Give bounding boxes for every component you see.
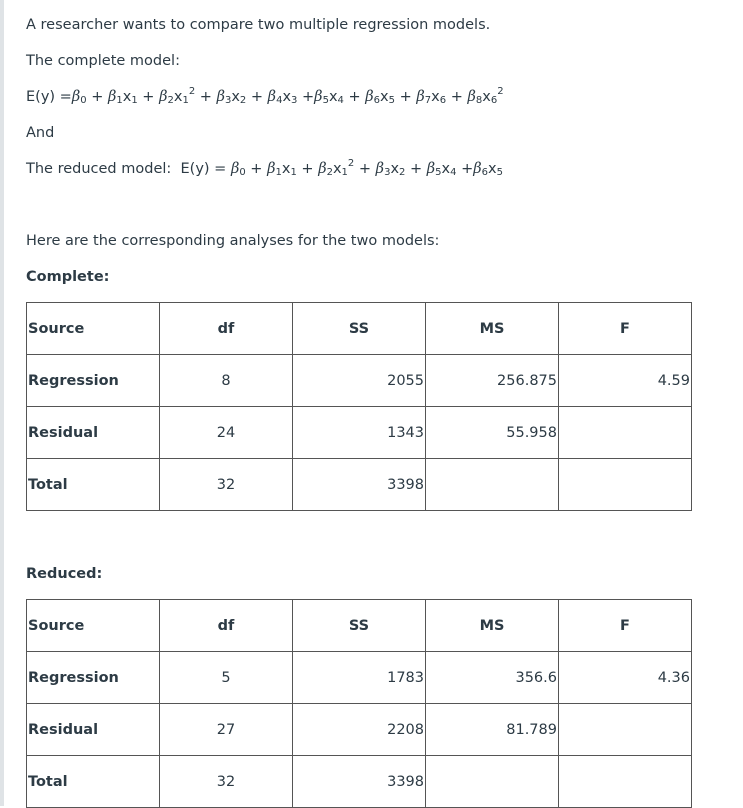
cell-f xyxy=(559,756,692,808)
beta-subscript: 1 xyxy=(275,167,282,178)
reduced-model-lhs: E(y) = xyxy=(180,161,231,177)
header-df: df xyxy=(160,600,293,652)
left-border xyxy=(0,0,4,806)
beta-symbol: β xyxy=(216,89,225,105)
beta-symbol: β xyxy=(107,89,117,105)
beta-symbol: β xyxy=(314,89,323,105)
cell-df: 8 xyxy=(160,355,293,407)
beta-subscript: 4 xyxy=(276,95,283,106)
equation-term xyxy=(314,89,365,105)
equation-term xyxy=(416,89,467,105)
operator: + xyxy=(456,161,474,177)
table-row xyxy=(27,459,692,511)
header-ss: SS xyxy=(293,600,426,652)
and-text: And xyxy=(26,125,55,141)
beta-symbol: β xyxy=(416,89,425,105)
operator: + xyxy=(343,89,366,105)
variable: x xyxy=(488,161,497,177)
variable-subscript: 6 xyxy=(490,95,498,106)
variable-subscript: 2 xyxy=(239,95,247,106)
beta-symbol: β xyxy=(230,161,240,177)
table-row xyxy=(27,756,692,808)
cell-source: Residual xyxy=(27,704,160,756)
variable-subscript: 1 xyxy=(290,167,297,178)
reduced-heading: Reduced: xyxy=(26,566,103,582)
beta-subscript: 6 xyxy=(373,95,381,106)
cell-ss: 1783 xyxy=(293,652,426,704)
table-header-row xyxy=(27,600,692,652)
table-header-row xyxy=(27,303,692,355)
operator: + xyxy=(195,89,217,105)
operator: + xyxy=(354,161,376,177)
variable: x xyxy=(441,161,451,177)
variable-exponent: 2 xyxy=(497,86,504,97)
variable-subscript: 2 xyxy=(399,167,406,178)
beta-symbol: β xyxy=(473,161,482,177)
table-row xyxy=(27,652,692,704)
equation-term xyxy=(231,161,267,177)
beta-subscript: 2 xyxy=(326,167,333,178)
beta-subscript: 0 xyxy=(80,95,87,106)
beta-symbol: β xyxy=(159,89,168,105)
operator: + xyxy=(245,161,268,177)
operator: + xyxy=(137,89,160,105)
variable: x xyxy=(328,89,338,105)
header-df: df xyxy=(160,303,293,355)
beta-symbol: β xyxy=(426,161,436,177)
variable-subscript: 6 xyxy=(439,95,447,106)
cell-df: 32 xyxy=(160,459,293,511)
complete-heading: Complete: xyxy=(26,269,110,285)
cell-source: Regression xyxy=(27,355,160,407)
header-f: F xyxy=(559,600,692,652)
variable-subscript: 4 xyxy=(337,95,344,106)
variable-subscript: 3 xyxy=(291,95,298,106)
reduced-model-label: The reduced model: xyxy=(26,161,181,177)
cell-source: Regression xyxy=(27,652,160,704)
cell-ss: 2055 xyxy=(293,355,426,407)
cell-source: Total xyxy=(27,459,160,511)
cell-ms xyxy=(426,756,559,808)
cell-f xyxy=(559,459,692,511)
reduced-anova-table xyxy=(26,599,692,808)
beta-symbol: β xyxy=(375,161,385,177)
equation-term xyxy=(427,161,474,177)
equation-term xyxy=(72,89,108,105)
cell-ms: 356.6 xyxy=(426,652,559,704)
cell-ss: 3398 xyxy=(293,459,426,511)
beta-symbol: β xyxy=(267,161,276,177)
cell-source: Residual xyxy=(27,407,160,459)
cell-ss: 3398 xyxy=(293,756,426,808)
cell-ms: 81.789 xyxy=(426,704,559,756)
variable: x xyxy=(332,161,342,177)
cell-df: 24 xyxy=(160,407,293,459)
variable-subscript: 5 xyxy=(388,95,396,106)
variable: x xyxy=(431,89,440,105)
header-ms: MS xyxy=(426,600,559,652)
cell-f xyxy=(559,407,692,459)
cell-f xyxy=(559,704,692,756)
complete-model-equation xyxy=(26,86,504,106)
cell-source: Total xyxy=(27,756,160,808)
complete-anova-table xyxy=(26,302,692,511)
cell-df: 5 xyxy=(160,652,293,704)
operator: + xyxy=(446,89,468,105)
reduced-model-terms xyxy=(230,158,504,178)
table-row xyxy=(27,704,692,756)
beta-symbol: β xyxy=(467,89,476,105)
operator: + xyxy=(297,89,315,105)
header-source: Source xyxy=(27,303,160,355)
beta-subscript: 2 xyxy=(167,95,174,106)
beta-symbol: β xyxy=(318,161,327,177)
variable: x xyxy=(231,89,240,105)
cell-ms: 55.958 xyxy=(426,407,559,459)
variable-subscript: 4 xyxy=(450,167,457,178)
cell-ss: 1343 xyxy=(293,407,426,459)
beta-subscript: 7 xyxy=(424,95,432,106)
variable: x xyxy=(281,161,291,177)
complete-model-lhs: E(y) = xyxy=(26,89,72,105)
equation-term xyxy=(217,89,268,105)
variable-subscript: 5 xyxy=(496,167,504,178)
operator: + xyxy=(86,89,108,105)
beta-subscript: 8 xyxy=(475,95,483,106)
beta-subscript: 5 xyxy=(435,167,442,178)
cell-ms: 256.875 xyxy=(426,355,559,407)
equation-term xyxy=(376,161,427,177)
beta-subscript: 3 xyxy=(384,167,391,178)
variable: x xyxy=(282,89,292,105)
operator: + xyxy=(296,161,319,177)
variable: x xyxy=(173,89,183,105)
equation-term xyxy=(159,86,217,106)
table-row xyxy=(27,407,692,459)
variable: x xyxy=(390,161,400,177)
reduced-model-equation xyxy=(26,158,504,178)
equation-term xyxy=(268,89,315,105)
operator: + xyxy=(246,89,268,105)
variable-subscript: 1 xyxy=(341,167,348,178)
header-ms: MS xyxy=(426,303,559,355)
cell-df: 32 xyxy=(160,756,293,808)
beta-symbol: β xyxy=(365,89,374,105)
cell-ss: 2208 xyxy=(293,704,426,756)
complete-model-label: The complete model: xyxy=(26,53,180,69)
variable: x xyxy=(380,89,389,105)
cell-f: 4.59 xyxy=(559,355,692,407)
equation-term xyxy=(365,89,416,105)
beta-subscript: 1 xyxy=(116,95,123,106)
variable-subscript: 1 xyxy=(182,95,189,106)
beta-symbol: β xyxy=(71,89,81,105)
operator: + xyxy=(405,161,427,177)
equation-term xyxy=(108,89,159,105)
equation-term xyxy=(473,161,503,177)
header-source: Source xyxy=(27,600,160,652)
variable-exponent: 2 xyxy=(347,158,355,169)
equation-term xyxy=(267,161,318,177)
header-ss: SS xyxy=(293,303,426,355)
variable: x xyxy=(122,89,132,105)
cell-f: 4.36 xyxy=(559,652,692,704)
beta-subscript: 3 xyxy=(224,95,232,106)
intro-text: A researcher wants to compare two multiple regression models. xyxy=(26,17,491,33)
complete-model-terms xyxy=(71,86,504,106)
beta-symbol: β xyxy=(267,89,277,105)
equation-term xyxy=(467,86,504,106)
equation-term xyxy=(318,158,376,178)
header-f: F xyxy=(559,303,692,355)
operator: + xyxy=(395,89,417,105)
variable: x xyxy=(482,89,491,105)
beta-subscript: 0 xyxy=(239,167,246,178)
beta-subscript: 6 xyxy=(481,167,489,178)
table-row xyxy=(27,355,692,407)
analyses-intro: Here are the corresponding analyses for the two models: xyxy=(26,233,440,249)
variable-subscript: 1 xyxy=(131,95,138,106)
variable-exponent: 2 xyxy=(188,86,196,97)
beta-subscript: 5 xyxy=(322,95,329,106)
cell-ms xyxy=(426,459,559,511)
cell-df: 27 xyxy=(160,704,293,756)
